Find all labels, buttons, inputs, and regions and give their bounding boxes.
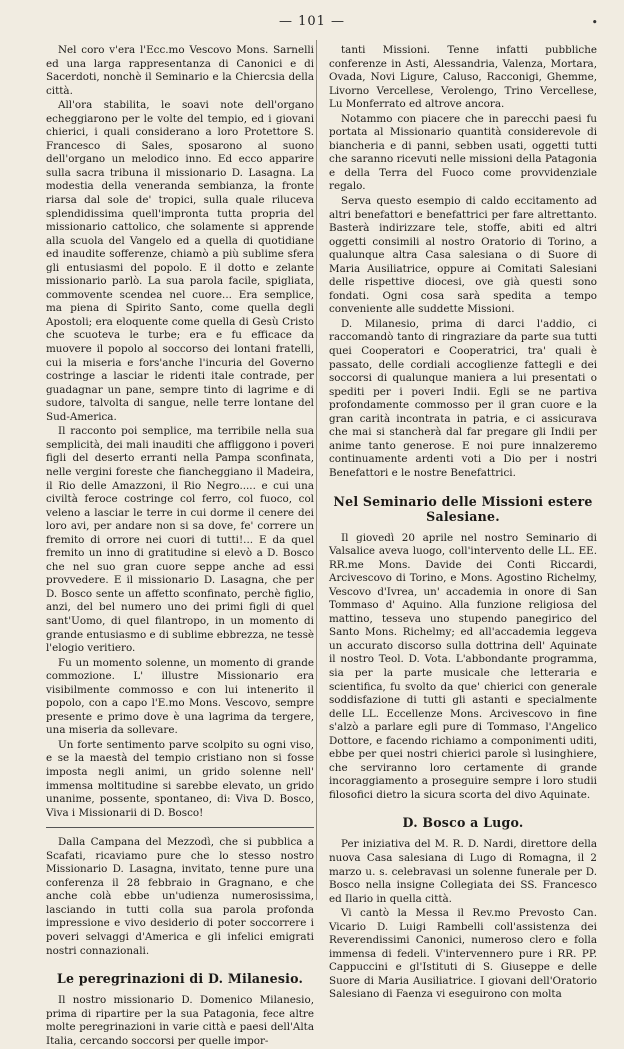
page-number: — 101 — — [278, 14, 346, 29]
corner-mark: • — [591, 16, 598, 29]
paragraph: Il racconto poi semplice, ma terribile nella sua semplicità, dei mali inauditi che affliggono i poveri figli del deserto erranti nella Pampa sconfinata, nelle vergini foreste che fiancheggiano il Madeira, il Rio delle Amazzoni, il Rio Negro..... e cui una civiltà feroce costringe col ferro, col fuoco, col veleno a lasciar le terre in cui dorme il cenere dei loro avi, per andare non si sa dove, fe' correre un fremito di orrore nei cuori di tutti!... E da quel fremito un inno di gratitudine si elevò a D. Bosco che nel suo gran cuore seppe anche ad essi provvedere. E il missionario D. Lasagna, che per D. Bosco sente un affetto sconfinato, perchè figlio, anzi, del bel numero uno dei primi figli di quel sant'Uomo, di quel filantropo, in un momento di grande entusiasmo e di sublime ebbrezza, ne tessè l'elogio veritiero. — [46, 425, 314, 655]
paragraph: Nel coro v'era l'Ecc.mo Vescovo Mons. Sarnelli ed una larga rappresentanza di Canonici e di Sacerdoti, nonchè il Seminario e la Chiercsia della città. — [46, 44, 314, 97]
column-divider — [316, 40, 317, 900]
paragraph: Un forte sentimento parve scolpito su ogni viso, e se la maestà del tempio cristiano non si fosse imposta negli animi, un grido solenne nell' immensa moltitudine si sarebbe elevato, un grido unanime, possente, spontaneo, di: Viva D. Bosco, Viva i Missionarii di D. Bosco! — [46, 738, 314, 819]
left-column — [46, 44, 314, 1049]
paragraph: Dalla Campana del Mezzodì, che si pubblica a Scafati, ricaviamo pure che lo stesso nostro Missionario D. Lasagna, invitato, tenne pure una conferenza il 28 febbraio in Gragnano, e che anche colà ebbe un'udienza numerosissima, lasciando in tutti colla sua parola profonda impressione e vivo desiderio di poter soccorrere i poveri selvaggi d'America e gli infelici emigrati nostri connazionali. — [46, 836, 314, 957]
paragraph: Serva questo esempio di caldo eccitamento ad altri benefattori e benefattrici per fare altrettanto. Basterà indirizzare tele, stoffe, abiti ed altri oggetti consimili al nostro Oratorio di Torino, a qualunque altra Casa salesiana o di Suore di Maria Ausiliatrice, oppure ai Comitati Salesiani delle rispettive diocesi, ove già questi sono fondati. Ogni cosa sarà spedita a tempo conveniente alle suddette Missioni. — [329, 195, 597, 316]
right-column — [329, 44, 597, 1003]
page-header — [0, 14, 624, 34]
paragraph: Il giovedì 20 aprile nel nostro Seminario di Valsalice aveva luogo, coll'intervento delle LL. EE. RR.me Mons. Davide dei Conti Riccardi, Arcivescovo di Torino, e Mons. Agostino Richelmy, Vescovo d'Ivrea, un' accademia in onore di San Tommaso d' Aquino. Alla funzione religiosa del mattino, tesseva uno stupendo panegirico del Santo Mons. Richelmy; ed all'accademia leggeva un accurato discorso sulla dottrina dell' Aquinate il nostro Teol. D. Vota. L'abbondante programma, sia per la parte musicale che letteraria e scientifica, fu svolto da que' chierici con generale soddisfazione di tutti gli astanti e specialmente delle LL. Eccellenze Mons. Arcivescovo in fine s'alzò a parlare egli pure di Tommaso, l'Angelico Dottore, e facendo richiamo a componimenti uditi, ebbe per quei nostri chierici parole sì lusinghiere, che serviranno loro certamente di grande incoraggiamento a proseguire sempre i loro studii filosofici dietro la sicura scorta del divo Aquinate. — [329, 531, 597, 801]
paragraph: Vi cantò la Messa il Rev.mo Prevosto Can. Vicario D. Luigi Rambelli coll'assistenza dei Reverendissimi Canonici, numeroso clero e folla immensa di fedeli. V'intervennero pure i RR. PP. Cappuccini e gl'Istituti di S. Giuseppe e delle Suore di Maria Ausiliatrice. I giovani dell'Oratorio Salesiano di Faenza vi eseguirono con molta — [329, 907, 597, 1001]
section-heading: Le peregrinazioni di D. Milanesio. — [56, 971, 304, 987]
paragraph: Il nostro missionario D. Domenico Milanesio, prima di ripartire per la sua Patagonia, fece altre molte peregrinazioni in varie città e paesi dell'Alta Italia, cercando soccorsi per quelle impor- — [46, 994, 314, 1047]
paragraph: D. Milanesio, prima di darci l'addio, ci raccomandò tanto di ringraziare da parte sua tutti quei Cooperatori e Cooperatrici, tra' quali è passato, delle cordiali accoglienze fattegli e dei soccorsi di qualunque maniera a lui presentati o spediti per i poveri Indii. Egli se ne partiva profondamente commosso per il gran cuore e la gran carità incontrata in patria, e ci assicurava che mai si stancherà dal far pregare gli Indii per anime tanto generose. E noi pure innalzeremo continuamente ardenti voti a Dio per i nostri Benefattori e le nostre Benefattrici. — [329, 317, 597, 479]
section-heading: D. Bosco a Lugo. — [402, 815, 524, 831]
section-rule — [46, 827, 314, 828]
paragraph: Fu un momento solenne, un momento di grande commozione. L' illustre Missionario era visibilmente commosso e con lui intenerito il popolo, con a capo l'E.mo Mons. Vescovo, sempre presente e primo dove è una lagrima da tergere, una miseria da sollevare. — [46, 656, 314, 737]
section-heading: Nel Seminario delle Missioni estere Salesiane. — [333, 493, 593, 524]
paragraph: Per iniziativa del M. R. D. Nardi, direttore della nuova Casa salesiana di Lugo di Romagna, il 2 marzo u. s. celebravasi un solenne funerale per D. Bosco nella insigne Collegiata dei SS. Francesco ed Ilario in quella città. — [329, 838, 597, 905]
paragraph: tanti Missioni. Tenne infatti pubbliche conferenze in Asti, Alessandria, Valenza, Mortara, Ovada, Novi Ligure, Caluso, Racconigi, Ghemme, Livorno Vercellese, Verolengo, Trino Vercellese, Lu Monferrato ed altrove ancora. — [329, 44, 597, 111]
paragraph: Notammo con piacere che in parecchi paesi fu portata al Missionario quantità considerevole di biancheria e di panni, sebben usati, oggetti tutti che saranno ricevuti nelle missioni della Patagonia e della Terra del Fuoco come provvidenziale regalo. — [329, 112, 597, 193]
paragraph: All'ora stabilita, le soavi note dell'organo echeggiarono per le volte del tempio, ed i giovani chierici, i quali considerano a loro Protettore S. Francesco di Sales, sposarono al suono dell'organo un melodico inno. Ed ecco apparire sulla sacra tribuna il missionario D. Lasagna. La modestia della veneranda sembianza, la fronte riarsa dal sole de' tropici, sulla quale riluceva splendidissima quell'impronta tutta propria del missionario cattolico, che solamente si apprende alla scuola del Vangelo ed a quella di quotidiane ed inaudite sofferenze, chiamò a più sublime sfera gli entusiasmi del popolo. E il dotto e zelante missionario parlò. La sua parola facile, spigliata, commovente scendea nel cuore... Era semplice, ma piena di Spirito Santo, come quella degli Apostoli; era eloquente come quella di Gesù Cristo che scuoteva le turbe; era e fu efficace da muovere il popolo al soccorso dei lontani fratelli, cui la miseria e fors'anche l'incuria del Governo costringe a lasciar le ridenti itale contrade, per guadagnar un pane, sempre tinto di lagrime e di sudore, talvolta di sangue, nelle terre lontane del Sud-America. — [46, 99, 314, 423]
